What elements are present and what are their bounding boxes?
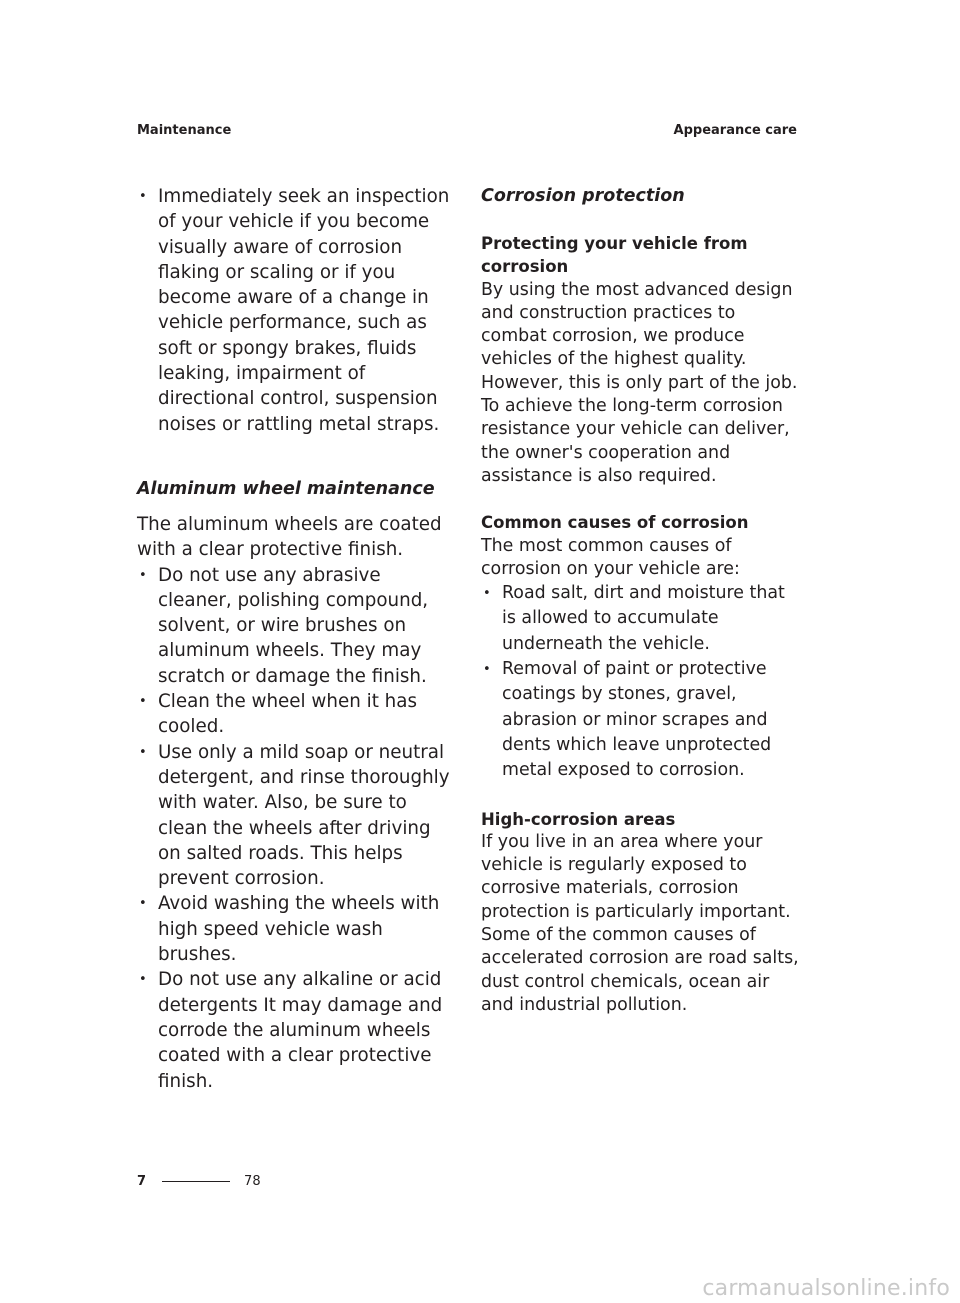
high-corrosion-heading: High-corrosion areas [481,809,676,829]
list-item: • Use only a mild soap or neutral detergent, and rinse thoroughly with water. Also, be sure to clean the wheels after driving on salted roads. This helps prevent corrosion. [137,740,453,892]
watermark: carmanualsonline.info [702,1276,950,1301]
list-item: • Immediately seek an inspection of your vehicle if you become visually aware of corrosion flaking or scaling or if you become aware of a change in vehicle performance, such as soft or spongy brakes, fluids leaking, impairment of directional control, suspension noises or rattling metal straps. [137,184,453,437]
footer-divider [162,1181,230,1182]
list-item: • Avoid washing the wheels with high speed vehicle wash brushes. [137,891,453,967]
corrosion-protection-title: Corrosion protection [481,186,685,206]
header-section-title: Maintenance [137,123,232,138]
common-causes-list [481,581,799,783]
inspection-list [137,184,453,437]
list-item: • Clean the wheel when it has cooled. [137,689,453,740]
chapter-number: 7 [137,1174,147,1189]
list-item: • Removal of paint or protective coatings by stones, gravel, abrasion or minor scrapes and dents which leave unprotected metal exposed to corrosion. [481,657,799,783]
protecting-heading: Protecting your vehicle from corrosion [481,234,748,277]
aluminum-wheel-title: Aluminum wheel maintenance [137,478,435,499]
high-corrosion-paragraph: If you live in an area where your vehicle is regularly exposed to corrosive materials, corrosion protection is particularly important. Some of the common causes of accelerated corrosion are road salts, dust control chemicals, ocean air and industrial pollution. [481,831,799,1015]
aluminum-care-list [137,563,453,1094]
aluminum-intro: The aluminum wheels are coated with a clear protective finish. [137,513,442,561]
protecting-paragraph: By using the most advanced design and construction practices to combat corrosion, we produce vehicles of the highest quality. However, this is only part of the job. To achieve the long-term corrosion resistance your vehicle can deliver, the owner's cooperation and assistance is also required. [481,279,798,486]
common-causes-heading: Common causes of corrosion [481,513,749,533]
right-column [481,184,799,1017]
list-item: • Road salt, dirt and moisture that is allowed to accumulate underneath the vehicle. [481,581,799,657]
left-column [137,184,453,1094]
page-number: 78 [244,1174,261,1189]
list-item: • Do not use any alkaline or acid detergents It may damage and corrode the aluminum wheels coated with a clear protective finish. [137,967,453,1093]
header-page-topic: Appearance care [673,123,797,138]
common-causes-paragraph: The most common causes of corrosion on your vehicle are: [481,535,740,579]
page-footer [137,1174,261,1189]
list-item: • Do not use any abrasive cleaner, polishing compound, solvent, or wire brushes on aluminum wheels. They may scratch or damage the finish. [137,563,453,689]
